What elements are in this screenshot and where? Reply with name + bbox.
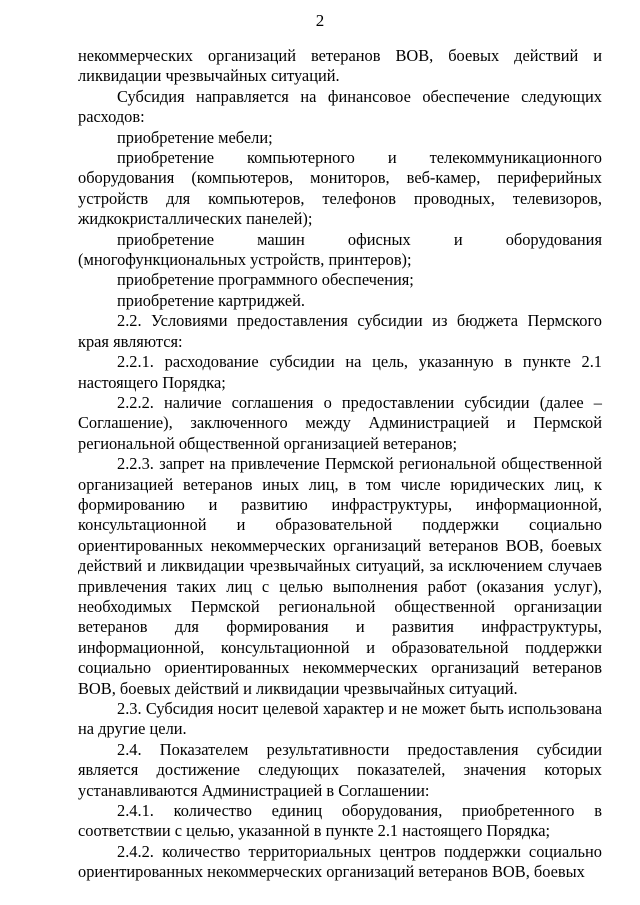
paragraph-cartridges: приобретение картриджей.	[117, 290, 305, 310]
paragraph-2-4-2: 2.4.2. количество территориальных центров поддержки социально ориентированных некоммерческих организаций ветеранов ВОВ, боевых	[78, 841, 602, 882]
paragraph-furniture: приобретение мебели;	[117, 127, 273, 147]
paragraph-2-3: 2.3. Субсидия носит целевой характер и не может быть использована на другие цели.	[78, 699, 602, 739]
paragraph-2-2-3: 2.2.3. запрет на привлечение Пермской региональной общественной организацией ветеранов иных лиц, в том числе юридических лиц, к формированию и развитию инфраструктуры, информационной, консультационной и образовательной поддержки социально ориентированных некоммерческих организаций ветеранов ВОВ, боевых действий и ликвидации чрезвычайных ситуаций, за исключением случаев привлечения таких лиц с целью выполнения работ (оказания услуг), необходимых Пермской региональной общественной организации ветеранов для формирования и развития инфраструктуры, информационной, консультационной и образовательной поддержки социально ориентированных некоммерческих организаций ветеранов ВОВ, боевых действий и ликвидации чрезвычайных ситуаций.	[78, 454, 602, 698]
paragraph-subsidy-purpose: Субсидия направляется на финансовое обеспечение следующих расходов:	[78, 86, 602, 127]
paragraph-2-4: 2.4. Показателем результативности предоставления субсидии является достижение следующих показателей, значения которых устанавливаются Администрацией в Соглашении:	[78, 739, 602, 800]
paragraph-computer-equipment: приобретение компьютерного и телекоммуникационного оборудования (компьютеров, мониторов, веб-камер, периферийных устройств для компьютеров, телефонов проводных, телевизоров, жидкокристаллических панелей);	[78, 148, 602, 229]
paragraph-2-4-1: 2.4.1. количество единиц оборудования, приобретенного в соответствии с целью, указанной в пункте 2.1 настоящего Порядка;	[78, 801, 602, 841]
paragraph-office-machines: приобретение машин офисных и оборудования (многофункциональных устройств, принтеров);	[78, 229, 602, 270]
document-body	[78, 46, 602, 883]
paragraph-2-2: 2.2. Условиями предоставления субсидии из бюджета Пермского края являются:	[78, 311, 602, 351]
paragraph-2-2-2: 2.2.2. наличие соглашения о предоставлении субсидии (далее – Соглашение), заключенного между Администрацией и Пермской региональной общественной организацией ветеранов;	[78, 392, 602, 453]
paragraph-2-2-1: 2.2.1. расходование субсидии на цель, указанную в пункте 2.1 настоящего Порядка;	[78, 352, 602, 392]
paragraph-continuation: некоммерческих организаций ветеранов ВОВ, боевых действий и ликвидации чрезвычайных ситуаций.	[78, 46, 602, 86]
paragraph-software: приобретение программного обеспечения;	[117, 270, 414, 290]
page-number: 2	[315, 11, 325, 30]
